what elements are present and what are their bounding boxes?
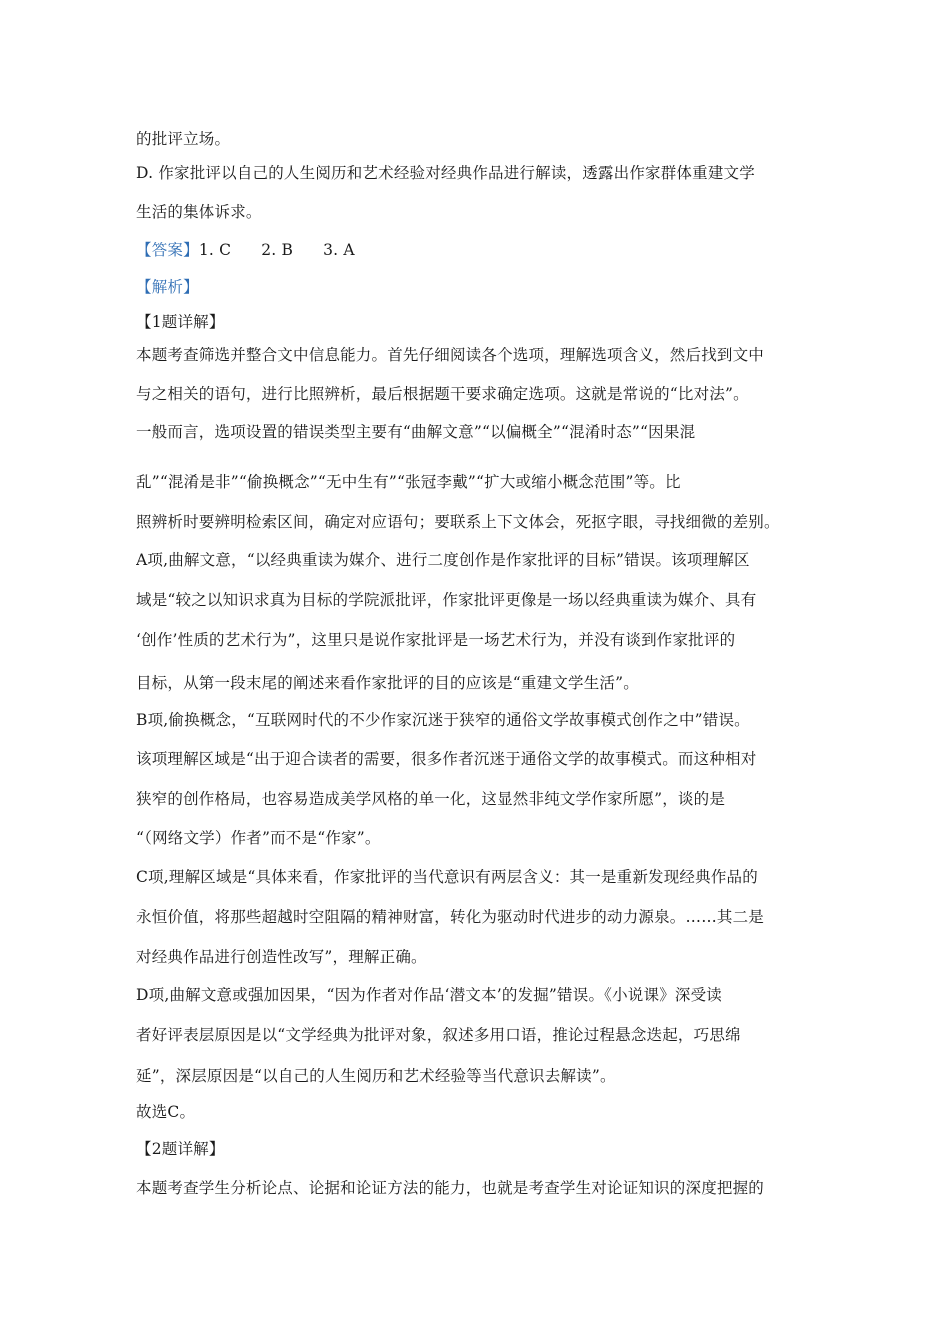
option-c-tail: 的批评立场。 [136,130,231,148]
q1-line: ‘创作’性质的艺术行为”，这里只是说作家批评是一场艺术行为，并没有谈到作家批评的 [136,631,736,649]
q1-line: 乱”“混淆是非”“偷换概念”“无中生有”“张冠李戴”“扩大或缩小概念范围”等。比 [136,473,681,491]
q1-line: C项,理解区域是“具体来看，作家批评的当代意识有两层含义：其一是重新发现经典作品的 [136,868,758,886]
answer-item-2: 2. B [261,241,294,259]
q1-line: 本题考查筛选并整合文中信息能力。首先仔细阅读各个选项，理解选项含义，然后找到文中 [136,346,765,364]
q1-line: D项,曲解文意或强加因果，“因为作者对作品‘潜文本’的发掘”错误。《小说课》深受读 [136,986,723,1004]
q1-line: 与之相关的语句，进行比照辨析，最后根据题干要求确定选项。这就是常说的“比对法”。 [136,385,749,403]
option-d-line-1: D. 作家批评以自己的人生阅历和艺术经验对经典作品进行解读，透露出作家群体重建文学 [136,164,755,182]
q1-line: 狭窄的创作格局，也容易造成美学风格的单一化，这显然非纯文学作家所愿”，谈的是 [136,790,726,808]
option-d-line-2: 生活的集体诉求。 [136,203,262,221]
q1-line: 一般而言，选项设置的错误类型主要有“曲解文意”“以偏概全”“混淆时态”“因果混 [136,423,696,441]
q1-line: 对经典作品进行创造性改写”，理解正确。 [136,948,427,966]
q1-line: 该项理解区域是“出于迎合读者的需要，很多作者沉迷于通俗文学的故事模式。而这种相对 [136,750,757,768]
answer-row [136,239,816,261]
q2-line: 本题考查学生分析论点、论据和论证方法的能力，也就是考查学生对论证知识的深度把握的 [136,1179,765,1197]
q2-heading: 【2题详解】 [136,1140,225,1158]
q1-line: B项,偷换概念，“互联网时代的不少作家沉迷于狭窄的通俗文学故事模式创作之中”错误。 [136,711,750,729]
answer-item-1: 1. C [198,241,232,259]
q1-line: 域是“较之以知识求真为目标的学院派批评，作家批评更像是一场以经典重读为媒介、具有 [136,591,757,609]
answer-item-3: 3. A [323,241,355,259]
q1-line: 目标，从第一段末尾的阐述来看作家批评的目的应该是“重建文学生活”。 [136,674,639,692]
q1-line: 永恒价值，将那些超越时空阻隔的精神财富，转化为驱动时代进步的动力源泉。……其二是 [136,908,765,926]
answer-label: 【答案】 [136,241,199,259]
q1-heading: 【1题详解】 [136,313,225,331]
q1-line: “（网络文学）作者”而不是“作家”。 [136,829,381,847]
q1-line: 照辨析时要辨明检索区间，确定对应语句；要联系上下文体会，死抠字眼，寻找细微的差别。 [136,513,780,531]
q1-line: 者好评表层原因是以“文学经典为批评对象，叙述多用口语，推论过程悬念迭起，巧思绵 [136,1026,741,1044]
q1-line: A项,曲解文意，“以经典重读为媒介、进行二度创作是作家批评的目标”错误。该项理解区 [136,551,750,569]
analysis-label: 【解析】 [136,278,199,296]
q1-line: 故选C。 [136,1103,196,1121]
q1-line: 延”，深层原因是“以自己的人生阅历和艺术经验等当代意识去解读”。 [136,1067,616,1085]
